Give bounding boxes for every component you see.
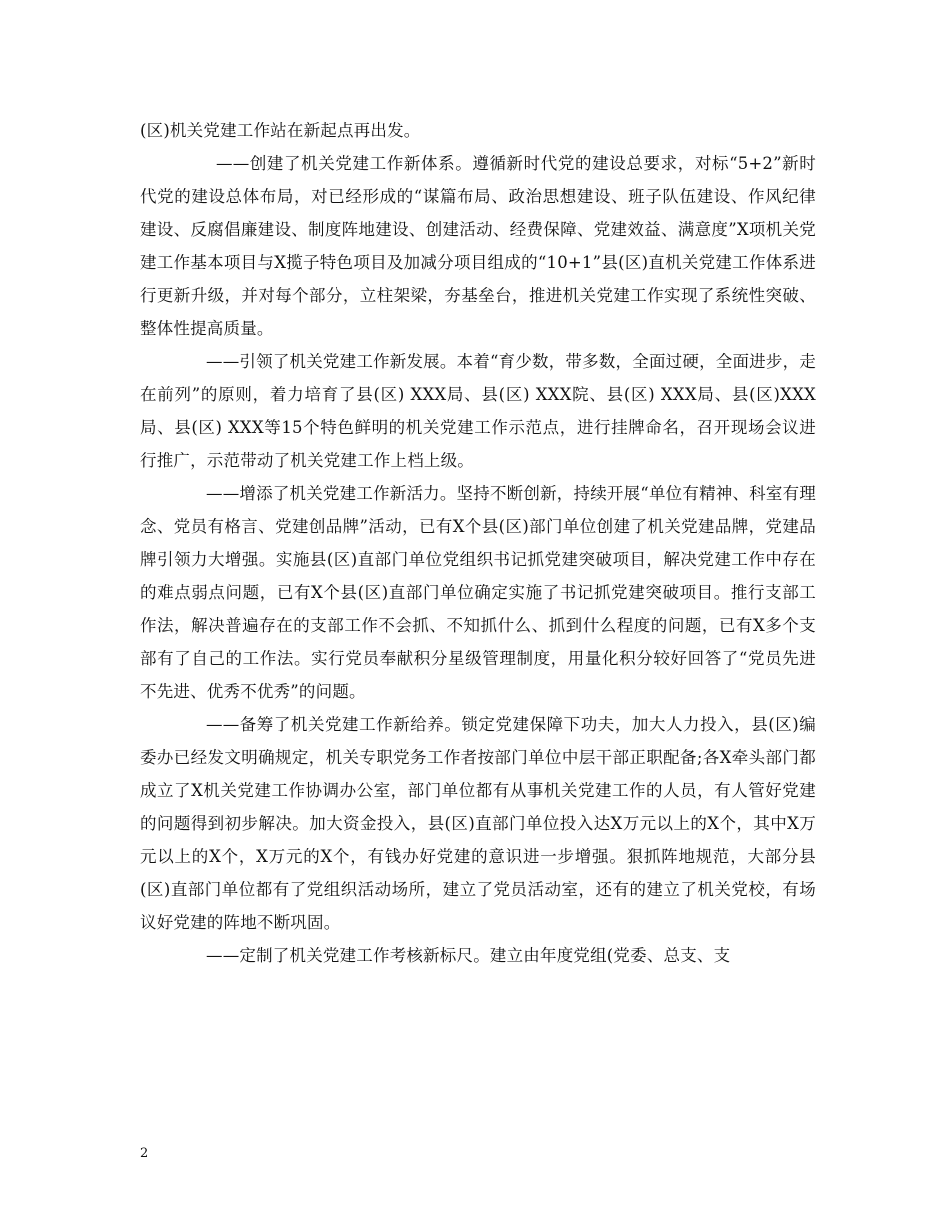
paragraph-continuation: (区)机关党建工作站在新起点再出发。	[140, 121, 421, 140]
paragraph-new-system: ——创建了机关党建工作新体系。遵循新时代党的建设总要求，对标“5+2”新时代党的建设总体布局，对已经形成的“谋篇布局、政治思想建设、班子队伍建设、作风纪律建设、反腐倡廉建设、制度阵地建设、创建活动、经费保障、党建效益、满意度”X项机关党建工作基本项目与X揽子特色项目及加减分项目组成的“10+1”县(区)直机关党建工作体系进行更新升级，并对每个部分，立柱架梁，夯基垒台，推进机关党建工作实现了系统性突破、整体性提高质量。	[140, 154, 816, 338]
paragraph-new-vitality: ——增添了机关党建工作新活力。坚持不断创新，持续开展“单位有精神、科室有理念、党员有格言、党建创品牌”活动，已有X个县(区)部门单位创建了机关党建品牌，党建品牌引领力大增强。实施县(区)直部门单位党组织书记抓党建突破项目，解决党建工作中存在的难点弱点问题，已有X个县(区)直部门单位确定实施了书记抓党建突破项目。推行支部工作法，解决普遍存在的支部工作不会抓、不知抓什么、抓到什么程度的问题，已有X多个支部有了自己的工作法。实行党员奉献积分星级管理制度，用量化积分较好回答了“党员先进不先进、优秀不优秀”的问题。	[140, 484, 816, 701]
document-body	[140, 114, 816, 972]
page-number: 2	[140, 1146, 149, 1161]
paragraph-new-development: ——引领了机关党建工作新发展。本着“育少数，带多数，全面过硬，全面进步，走在前列”的原则，着力培育了县(区) XXX局、县(区) XXX院、县(区) XXX局、县(区)XXX局、县(区) XXX等15个特色鲜明的机关党建工作示范点，进行挂牌命名，召开现场会议进行推广，示范带动了机关党建工作上档上级。	[140, 352, 816, 470]
paragraph-new-supplies: ——备筹了机关党建工作新给养。锁定党建保障下功夫，加大人力投入，县(区)编委办已经发文明确规定，机关专职党务工作者按部门单位中层干部正职配备;各X牵头部门都成立了X机关党建工作协调办公室，部门单位都有从事机关党建工作的人员，有人管好党建的问题得到初步解决。加大资金投入，县(区)直部门单位投入达X万元以上的X个，其中X万元以上的X个，X万元的X个，有钱办好党建的意识进一步增强。狠抓阵地规范，大部分县(区)直部门单位都有了党组织活动场所，建立了党员活动室，还有的建立了机关党校，有场议好党建的阵地不断巩固。	[140, 715, 816, 932]
paragraph-new-standard: ——定制了机关党建工作考核新标尺。建立由年度党组(党委、总支、支	[206, 946, 731, 965]
